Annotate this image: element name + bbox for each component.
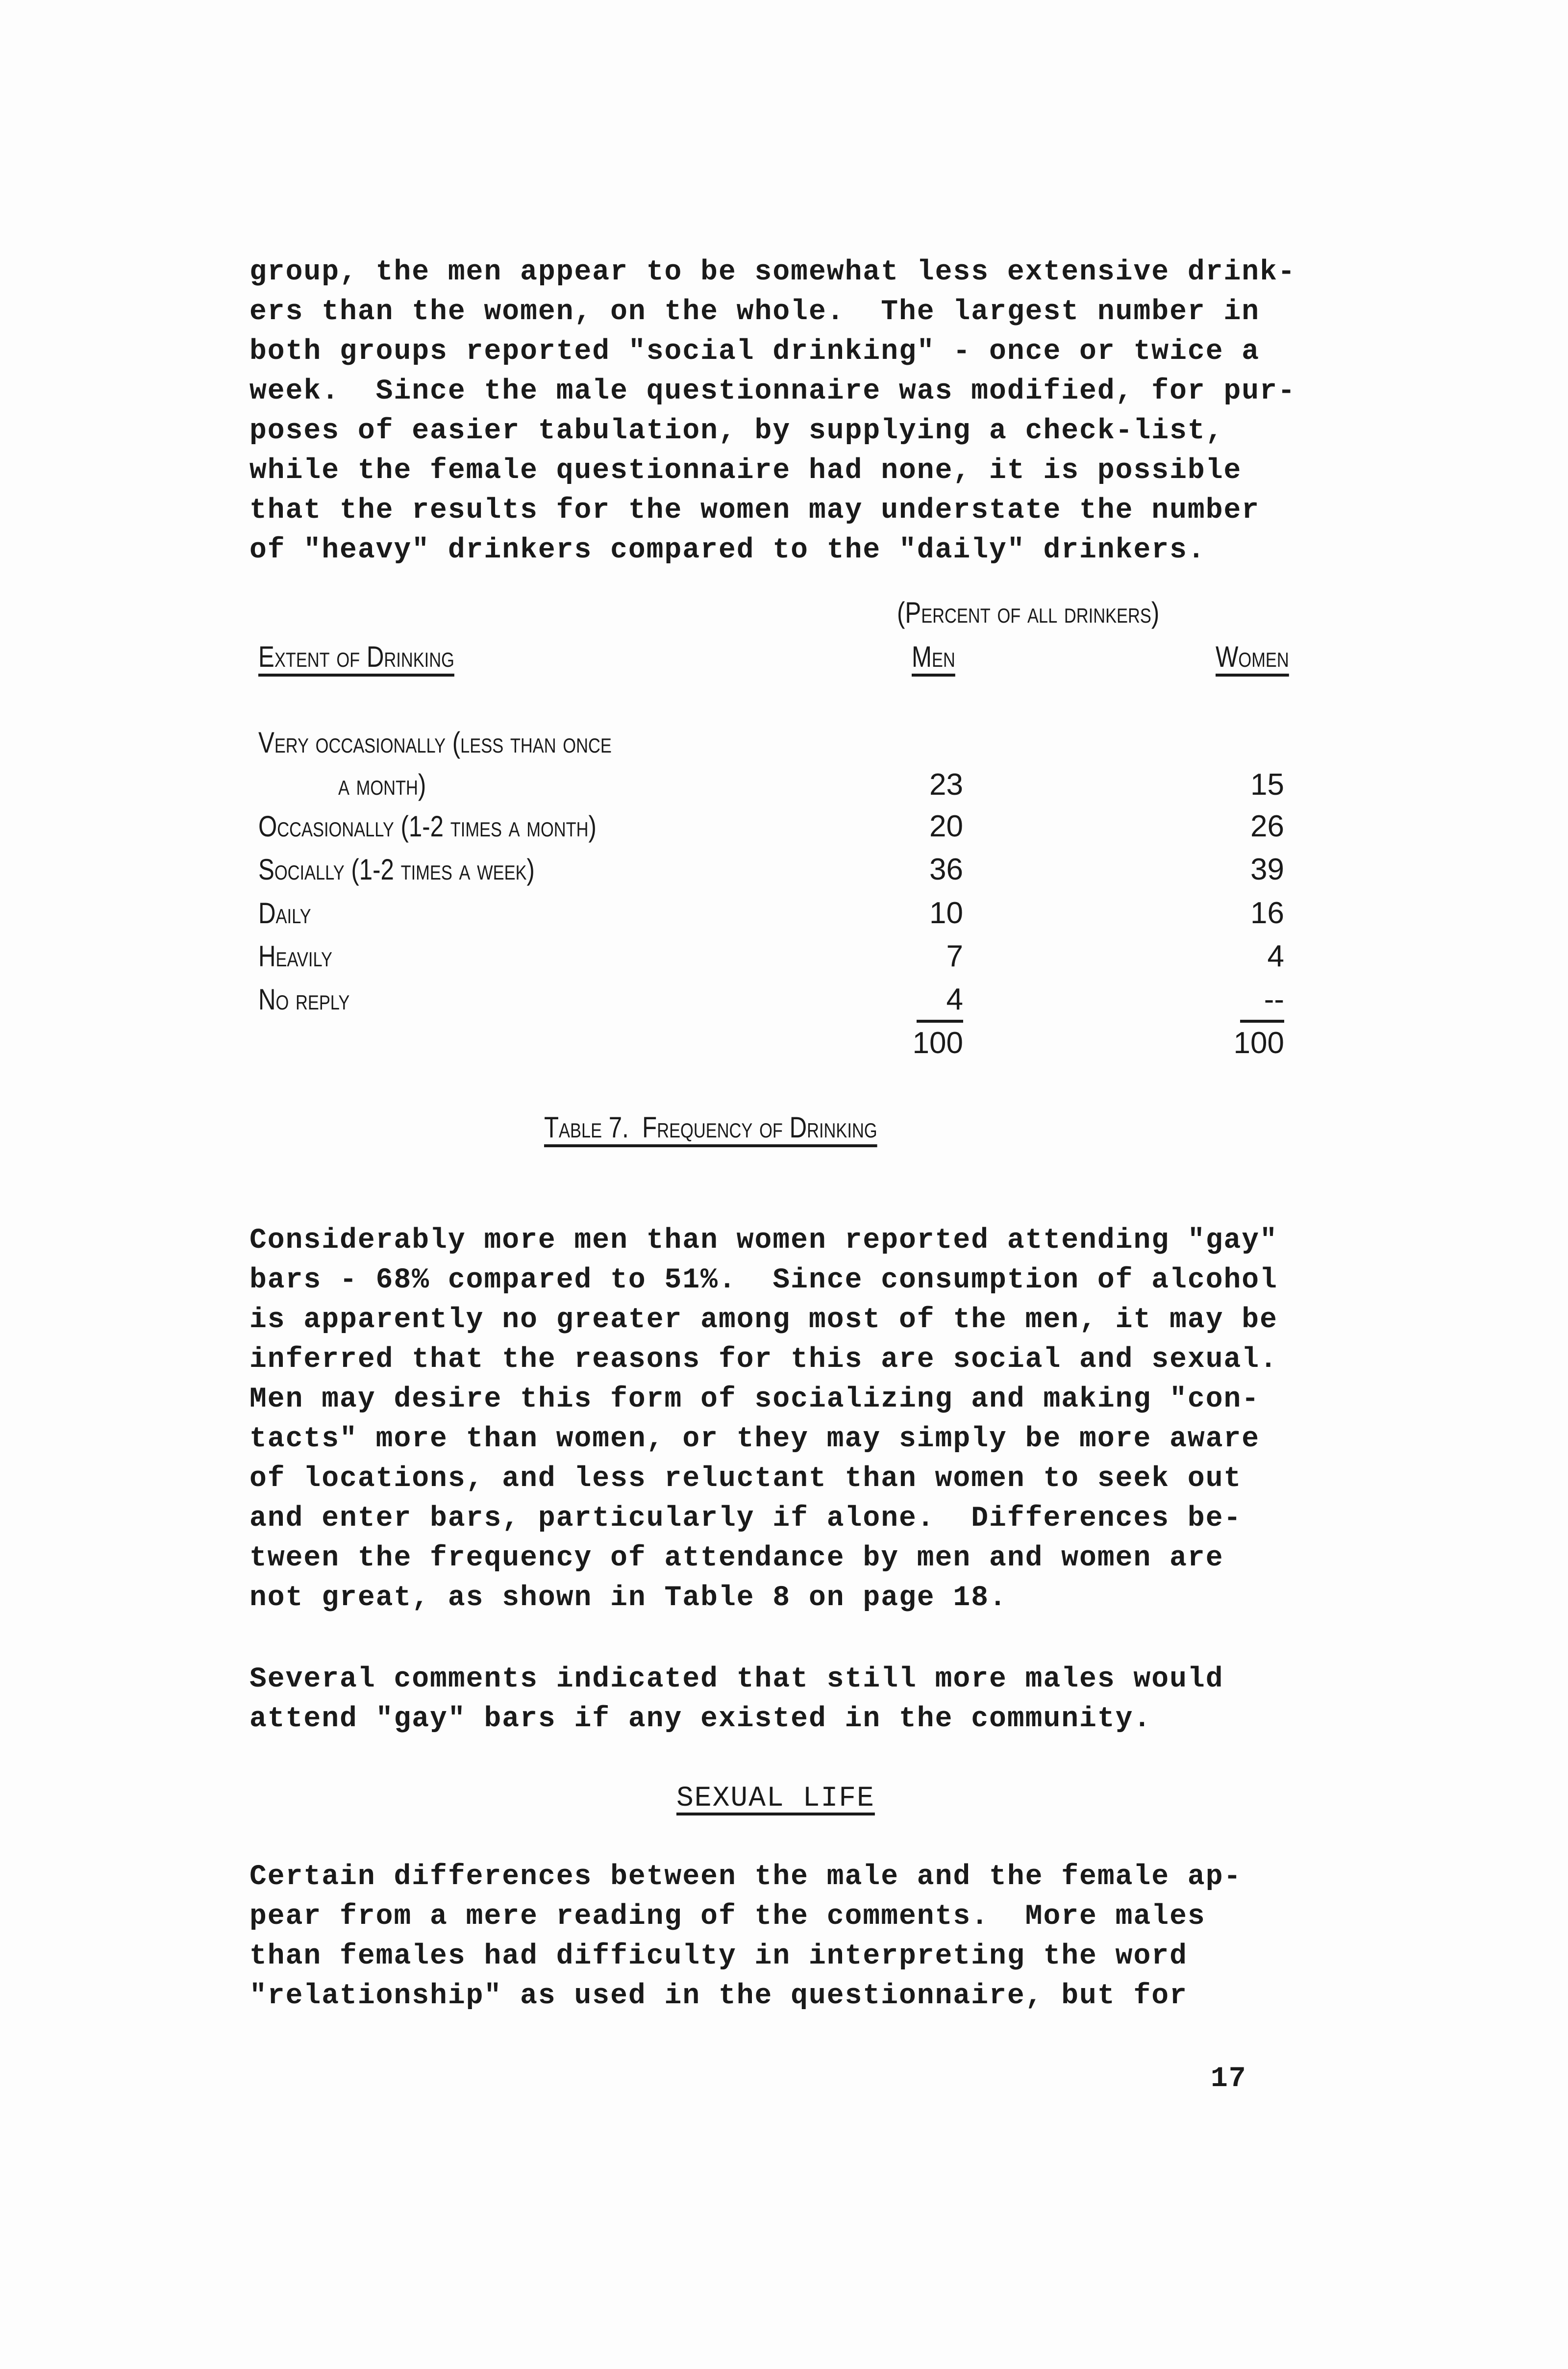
sum-rule-women xyxy=(1240,1020,1284,1023)
cell-men: 10 xyxy=(929,896,963,930)
cell-men: 4 xyxy=(946,983,963,1016)
text-line: group, the men appear to be somewhat less extensive drink- xyxy=(249,256,1296,288)
row-label: Very occasionally (less than once xyxy=(258,726,612,759)
text-line: ers than the women, on the whole. The largest number in xyxy=(249,296,1260,328)
text-line: week. Since the male questionnaire was modified, for pur- xyxy=(249,376,1296,407)
page-number: 17 xyxy=(1211,2063,1247,2095)
total-women: 100 xyxy=(1233,1026,1284,1060)
column-header-men: Men xyxy=(912,640,955,673)
cell-men: 7 xyxy=(946,939,963,973)
cell-men: 36 xyxy=(929,853,963,886)
text-line: tween the frequency of attendance by men and women are xyxy=(249,1542,1224,1574)
cell-women: 16 xyxy=(1250,896,1284,930)
row-label: Daily xyxy=(258,897,311,930)
paragraph-comments xyxy=(249,1660,1328,1739)
table-caption: Table 7. Frequency of Drinking xyxy=(544,1111,877,1144)
table-super-header: (Percent of all drinkers) xyxy=(897,596,1160,629)
cell-women: 26 xyxy=(1250,809,1284,843)
text-line: tacts" more than women, or they may simply be more aware xyxy=(249,1423,1260,1455)
text-line: poses of easier tabulation, by supplying a check-list, xyxy=(249,415,1224,447)
text-line: pear from a mere reading of the comments. More males xyxy=(249,1901,1206,1933)
text-line: is apparently no greater among most of the men, it may be xyxy=(249,1304,1278,1336)
paragraph-sexual-life xyxy=(249,1857,1328,2016)
text-line: "relationship" as used in the questionnaire, but for xyxy=(249,1980,1188,2012)
total-men: 100 xyxy=(912,1026,963,1060)
cell-women: -- xyxy=(1264,983,1284,1016)
text-line: Considerably more men than women reported attending "gay" xyxy=(249,1225,1278,1257)
text-line: Several comments indicated that still more males would xyxy=(249,1663,1224,1695)
row-label: Socially (1-2 times a week) xyxy=(258,853,535,886)
text-line: than females had difficulty in interpreting the word xyxy=(249,1941,1188,1972)
cell-women: 15 xyxy=(1250,768,1284,802)
section-heading: SEXUAL LIFE xyxy=(676,1783,875,1815)
text-line: Men may desire this form of socializing and making "con- xyxy=(249,1384,1260,1415)
paragraph-drinking-comparison xyxy=(249,252,1328,570)
text-line: that the results for the women may understate the number xyxy=(249,495,1260,527)
sum-rule-men xyxy=(917,1020,963,1023)
column-header-women: Women xyxy=(1216,640,1289,673)
cell-men: 20 xyxy=(929,809,963,843)
row-label: Heavily xyxy=(258,940,333,973)
text-line: and enter bars, particularly if alone. Differences be- xyxy=(249,1503,1242,1535)
row-label: Occasionally (1-2 times a month) xyxy=(258,810,597,843)
text-line: both groups reported "social drinking" - once or twice a xyxy=(249,336,1260,368)
text-line: Certain differences between the male and the female ap- xyxy=(249,1861,1242,1893)
row-label-continued: a month) xyxy=(338,768,426,801)
text-line: inferred that the reasons for this are social and sexual. xyxy=(249,1344,1278,1376)
text-line: of "heavy" drinkers compared to the "daily" drinkers. xyxy=(249,534,1206,566)
cell-men: 23 xyxy=(929,768,963,802)
text-line: of locations, and less reluctant than women to seek out xyxy=(249,1463,1242,1495)
row-label: No reply xyxy=(258,983,350,1016)
text-line: while the female questionnaire had none, it is possible xyxy=(249,455,1242,487)
cell-women: 39 xyxy=(1250,853,1284,886)
cell-women: 4 xyxy=(1267,939,1284,973)
text-line: bars - 68% compared to 51%. Since consumption of alcohol xyxy=(249,1264,1278,1296)
paragraph-gay-bars xyxy=(249,1221,1328,1618)
column-header-extent: Extent of Drinking xyxy=(258,640,454,673)
text-line: attend "gay" bars if any existed in the community. xyxy=(249,1703,1152,1735)
text-line: not great, as shown in Table 8 on page 18. xyxy=(249,1582,1007,1614)
